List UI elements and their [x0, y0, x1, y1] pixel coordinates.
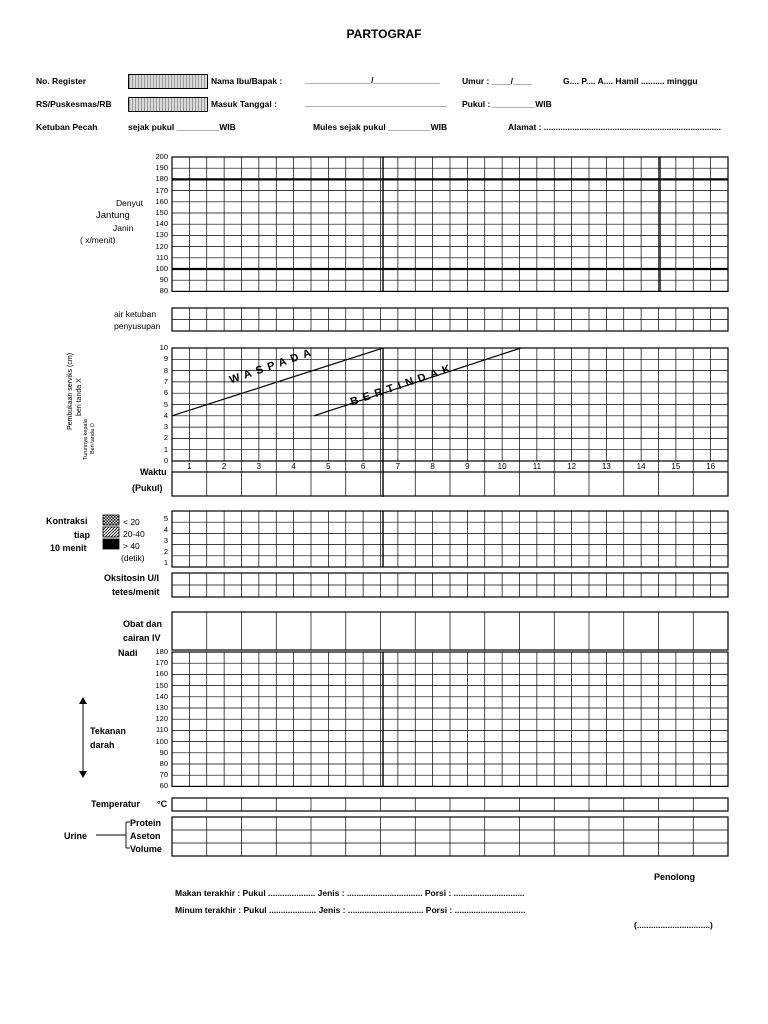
nama-label: Nama Ibu/Bapak :: [211, 76, 283, 86]
kontraksi-legend-swatch: [103, 527, 119, 537]
turunnya-label-2: Beri tanda O: [90, 423, 96, 454]
signature-field[interactable]: (...............................): [634, 920, 713, 930]
djj-tick: 110: [156, 252, 168, 262]
ketuban-pecah-label: Ketuban Pecah: [36, 122, 98, 132]
sejak-pukul-field[interactable]: sejak pukul _________WIB: [128, 122, 236, 132]
nadi-tick: 80: [159, 759, 168, 768]
alamat-field[interactable]: Alamat : ...........................................................................: [508, 122, 722, 132]
sepuluh-menit-label: 10 menit: [50, 543, 87, 553]
djj-tick: 160: [155, 196, 168, 206]
djj-tick: 90: [159, 275, 168, 285]
hour-number: 7: [395, 462, 401, 471]
nadi-tick: 170: [155, 658, 168, 668]
kontraksi-tick: 3: [163, 536, 168, 545]
serviks-tick: 5: [163, 399, 168, 409]
hour-number: 6: [360, 462, 366, 471]
makan-terakhir-field[interactable]: Makan terakhir : Pukul .................... Jenis : ................................ Porsi : ..............................: [175, 888, 525, 898]
penolong-label: Penolong: [654, 872, 695, 882]
kontraksi-tick: 4: [163, 524, 168, 534]
nadi-tick: 110: [156, 725, 168, 735]
djj-tick: 150: [155, 208, 168, 217]
no-register-label: No. Register: [36, 76, 87, 86]
gpa-label[interactable]: G.... P.... A.... Hamil .......... minggu: [563, 76, 698, 86]
hour-number: 11: [532, 462, 542, 471]
nadi-tick: 100: [155, 736, 168, 746]
waktu-label: Waktu: [140, 467, 167, 477]
nadi-tick: 120: [155, 714, 168, 724]
nadi-tick: 180: [155, 647, 168, 656]
kontraksi-tick: 2: [163, 547, 168, 557]
protein-label: Protein: [130, 818, 162, 828]
pukul-label[interactable]: Pukul : _________WIB: [462, 99, 552, 109]
djj-tick: 170: [155, 185, 168, 195]
umur-label[interactable]: Umur : ____/____: [462, 76, 532, 86]
nama-field[interactable]: ______________/______________: [305, 75, 440, 85]
legend-detik: (detik): [121, 553, 145, 563]
temperatur-label: Temperatur: [91, 799, 140, 809]
djj-tick: 200: [155, 152, 168, 161]
page-title: PARTOGRAF: [346, 27, 422, 41]
obat-label: Obat dan: [123, 619, 163, 629]
arrow-down-icon: [79, 771, 87, 778]
serviks-tick: 0: [163, 456, 168, 465]
aseton-label: Aseton: [130, 831, 161, 841]
kontraksi-tick: 1: [163, 558, 168, 568]
kontraksi-legend-swatch: [103, 515, 119, 525]
djj-tick: 130: [155, 230, 168, 240]
nadi-tick: 140: [155, 691, 168, 701]
serviks-tick: 10: [159, 343, 168, 352]
air-ketuban-label: air ketuban: [114, 309, 157, 319]
masuk-field[interactable]: ______________________________: [305, 98, 447, 108]
djj-tick: 190: [155, 163, 168, 173]
djj-tick: 100: [155, 264, 168, 273]
serviks-label-1: Pembukaan serviks (cm): [67, 352, 74, 430]
hour-number: 14: [636, 462, 646, 471]
serviks-tick: 7: [163, 376, 168, 386]
serviks-label-2: beri tanda X: [76, 378, 83, 416]
hour-number: 2: [221, 462, 227, 471]
djj-tick: 120: [155, 241, 168, 251]
nadi-tick: 150: [155, 680, 168, 690]
djj-tick: 140: [155, 219, 168, 229]
djj-tick: 180: [155, 174, 168, 184]
nadi-tick: 60: [159, 781, 168, 791]
urine-label: Urine: [64, 831, 88, 841]
turunnya-label-1: Turunnya kepala: [83, 419, 89, 460]
serviks-tick: 8: [163, 365, 168, 375]
nadi-label: Nadi: [118, 648, 138, 658]
nadi-tick: 90: [159, 747, 168, 757]
hour-number: 9: [465, 462, 470, 471]
masuk-label: Masuk Tanggal :: [211, 99, 277, 109]
tiap-label: tiap: [74, 530, 91, 540]
hour-number: 1: [187, 462, 192, 471]
legend-under-20: < 20: [123, 517, 140, 527]
nadi-tick: 160: [155, 669, 168, 679]
hour-number: 4: [291, 462, 296, 471]
serviks-tick: 9: [163, 354, 168, 364]
nadi-tick: 70: [159, 770, 168, 780]
cairan-label: cairan IV: [123, 633, 161, 643]
hour-number: 16: [706, 462, 716, 471]
turunnya-vertical-label: [83, 419, 97, 460]
bertindak-label: BERTINDAK: [349, 361, 457, 409]
volume-label: Volume: [130, 844, 162, 854]
legend-20-40: 20-40: [123, 529, 145, 539]
serviks-tick: 1: [163, 444, 168, 454]
hour-number: 8: [430, 462, 435, 471]
waspada-label: WASPADA: [228, 345, 318, 387]
djj-label-4: ( x/menit): [80, 235, 116, 245]
penyusupan-label: penyusupan: [114, 321, 161, 331]
serviks-tick: 4: [163, 410, 168, 420]
djj-label-2: Jantung: [96, 210, 130, 221]
hour-number: 3: [256, 462, 262, 471]
mules-field[interactable]: Mules sejak pukul _________WIB: [313, 122, 448, 132]
hour-number: 13: [601, 462, 611, 471]
djj-label-1: Denyut: [116, 198, 143, 208]
hour-number: 10: [497, 462, 507, 471]
kontraksi-legend-swatch: [103, 539, 119, 549]
minum-terakhir-field[interactable]: Minum terakhir : Pukul .................... Jenis : ................................ Porsi : ..............................: [175, 905, 526, 915]
tetes-label: tetes/menit: [112, 587, 160, 597]
kontraksi-label: Kontraksi: [46, 516, 88, 526]
nadi-tick: 130: [155, 703, 168, 712]
djj-label-3: Janin: [113, 223, 134, 233]
oksitosin-label: Oksitosin U/I: [104, 573, 160, 583]
kontraksi-tick: 5: [163, 513, 168, 523]
hour-number: 15: [671, 462, 681, 471]
arrow-up-icon: [79, 697, 87, 704]
hour-number: 12: [567, 462, 577, 471]
darah-label: darah: [90, 740, 115, 750]
temperatur-unit: °C: [157, 799, 168, 809]
rs-label: RS/Puskesmas/RB: [36, 99, 112, 109]
tekanan-label: Tekanan: [90, 726, 126, 736]
djj-tick: 80: [159, 286, 168, 296]
serviks-vertical-label: [66, 353, 84, 430]
serviks-tick: 3: [163, 422, 168, 432]
serviks-tick: 2: [163, 433, 168, 443]
hour-number: 5: [326, 462, 331, 471]
serviks-tick: 6: [163, 388, 168, 398]
pukul-time-label: (Pukul): [132, 483, 163, 493]
legend-over-40: > 40: [123, 541, 140, 551]
